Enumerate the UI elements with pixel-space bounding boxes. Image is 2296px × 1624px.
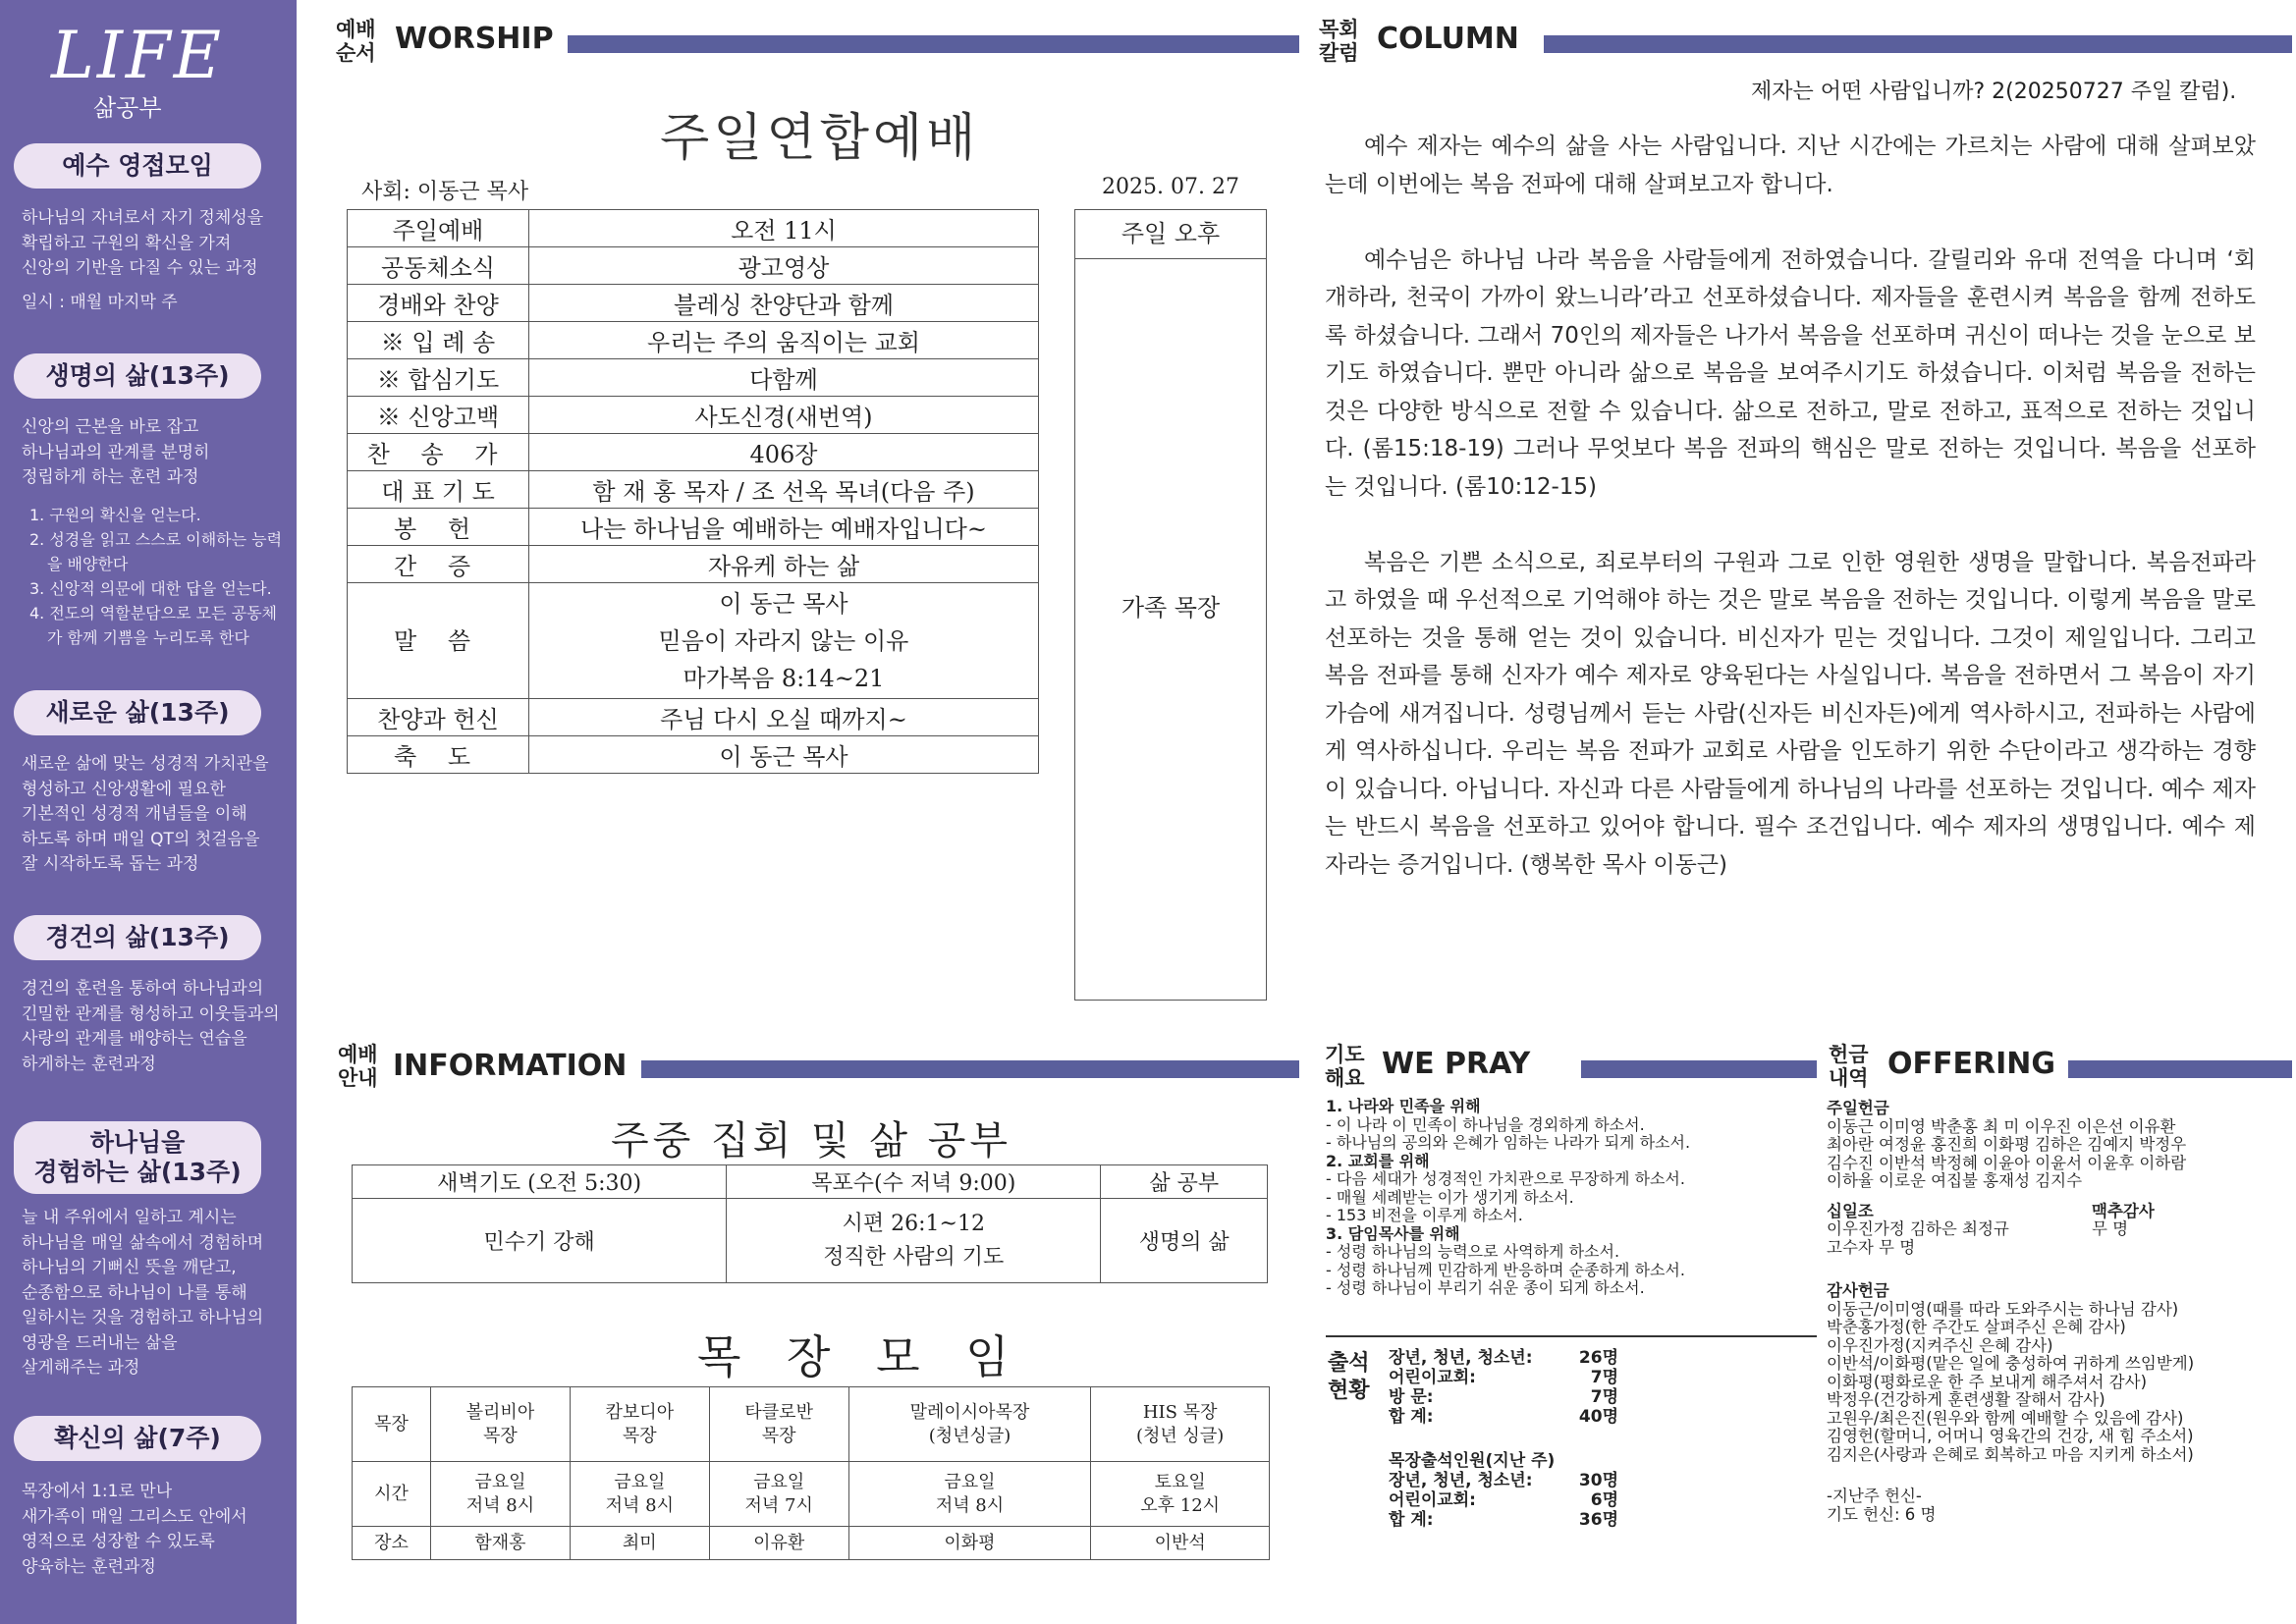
pray-heading: 3. 담임목사를 위해 (1326, 1223, 1460, 1243)
order-row: 주일예배 오전 11시 (348, 210, 1039, 247)
offering-small-label: 헌금 내역 (1829, 1043, 1869, 1090)
pray-item: - 성령 하나님이 부리기 쉬운 종이 되게 하소서. (1326, 1278, 1645, 1297)
column-paragraph: 복음은 기쁜 소식으로, 죄로부터의 구원과 그로 인한 영원한 생명을 말합니다. 복음전파라고 하였을 때 우선적으로 기억해야 하는 것은 말로 복음을 전하는 것입니다. 이렇게 복음을 말로 선포하는 것을 통해 얻는 것이 있습니다. 비신자가 믿는 것입니다. 그것이 제일입니다. 그리고 복음 전파를 통해 신자가 예수 제자로 양육된다는 사실입니다. 복음을 전하면서 그 복음이 자기 가슴에 새겨집니다. 성령님께서 듣는 사람(신자든 비신자든)에게 역사하시고, 전파하는 사람에게 역사하십니다. 우리는 복음 전파가 교회로 사람을 인도하기 위한 수단이라고 생각하는 경향이 있습니다. 아닙니다. 자신과 다른 사람들에게 하나님의 나라를 선포하는 것입니다. 예수 제자는 반드시 복음을 선포하고 있어야 합니다. 필수 조건입니다. 예수 제자의 생명입니다. 예수 제자라는 증거입니다. (행복한 목사 이동근) (1325, 549, 2256, 878)
attendance-label: 출석 현황 (1328, 1351, 1370, 1403)
column-paragraph: 예수님은 하나님 나라 복음을 사람들에게 전하였습니다. 갈릴리와 유대 전역을 다니며 ‘회개하라, 천국이 가까이 왔느니라’라고 선포하셨습니다. 제자들을 훈련시켜 복음을 함께 전하도록 하셨습니다. 그래서 70인의 제자들은 나가서 복음을 선포하며 귀신이 떠나는 것을 눈으로 보기도 하였습니다. 뿐만 아니라 삶으로 복음을 보여주시기도 하셨습니다. 이처럼 복음을 전하는 것은 다양한 방식으로 전할 수 있습니다. 삶으로 전하고, 말로 전하고, 표적으로 전하는 것입니다. (롬15:18-19) 그러나 무엇보다 복음 전파의 핵심은 말로 전하는 것입니다. 복음을 선포하는 것입니다. (롬10:12-15) (1325, 246, 2256, 500)
attendance-row: 어린이교회: 7명 (1389, 1368, 1618, 1387)
pray-item: - 성령 하나님께 민감하게 반응하며 순종하게 하소서. (1326, 1260, 1685, 1279)
pray-item: - 이 나라 이 민족이 하나님을 경외하게 하소서. (1326, 1114, 1645, 1134)
order-row: ※ 합심기도 다함께 (348, 359, 1039, 397)
order-row: 대 표 기 도 함 재 홍 목자 / 조 선옥 목녀(다음 주) (348, 471, 1039, 509)
attendance-list (1389, 1348, 1618, 1427)
s2-list: 1. 구원의 확신을 얻는다. 2. 성경을 읽고 스스로 이해하는 능력을 배양한다 3. 신앙적 의문에 대한 답을 얻는다. 4. 전도의 역할분담으로 모든 공동체가 함께 기쁨을 누리도록 한다 (29, 506, 283, 647)
s3-desc: 새로운 삶에 맞는 성경적 가치관을 형성하고 신앙생활에 필요한 기본적인 성경적 개념들을 이해 하도록 하며 매일 QT의 첫걸음을 잘 시작하도록 돕는 과정 (22, 754, 269, 874)
order-row: 공동체소식 광고영상 (348, 247, 1039, 285)
afternoon-head: 주일 오후 (1075, 210, 1266, 259)
weekly-table: 새벽기도 (오전 5:30) 목포수(수 저녁 9:00) 삶 공부 민수기 강해 시편 26:1~12 정직한 사람의 기도 생명의 삶 (352, 1164, 1268, 1283)
s2-desc: 신앙의 근본을 바로 잡고 하나님과의 관계를 분명히 정립하게 하는 훈련 과정 (22, 417, 210, 487)
order-row: 축 도 이 동근 목사 (348, 736, 1039, 774)
order-row: ※ 신앙고백 사도신경(새번역) (348, 397, 1039, 434)
order-row: 경배와 찬양 블레싱 찬양단과 함께 (348, 285, 1039, 322)
pray-item: - 다음 세대가 성경적인 가치관으로 무장하게 하소서. (1326, 1169, 1685, 1188)
offering-list: 주일헌금 이동근 이미영 박춘홍 최 미 이우진 이은선 이유환 최아란 여정윤 홍진희 이화평 김하은 김예지 박정우 김수진 이반석 박정혜 이윤아 이윤서 이윤후 이하람 이하율 이로운 여집불 홍재성 김지수 십일조 이우진가정 김하은 최정규 고수자 무 명 맥추감사 무 명 감사헌금 이동근/이미영(때를 따라 도와주시는 하나님 감사) 박춘홍가정(한 주간도 살펴주신 은혜 감사) 이우진가정(지켜주신 은혜 감사) 이반석/이화평(맡은 일에 충성하여 귀하게 쓰임받게) 이화평(평화로운 한 주 보내게 해주셔서 감사) 박정우(건강하게 훈련생활 잘해서 감사) 고원우/최은진(원우와 함께 예배할 수 있음에 감사) 김영헌(할머니, 어머니 영육간의 건강, 새 힘 주소서) 김지은(사랑과 은혜로 회복하고 마음 지키게 하소서) -지난주 헌신- 기도 헌신: 6 명 (1827, 1099, 2195, 1524)
column-body (1325, 128, 2256, 922)
divider (1326, 1335, 1817, 1337)
column-header: COLUMN (1377, 22, 1519, 56)
attendance-row: 합 계: 40명 (1389, 1407, 1618, 1427)
attendance-row: 합 계: 36명 (1389, 1510, 1618, 1530)
worship-header-bar (568, 35, 1299, 53)
s5-desc: 늘 내 주위에서 일하고 계시는 하나님을 매일 삶속에서 경험하며 하나님의 기뻐신 뜻을 깨닫고, 순종함으로 하나님이 나를 통해 일하시는 것을 경험하고 하나님의 영광을 드러내는 삶을 살게해주는 과정 (22, 1208, 264, 1378)
pill-s5: 하나님을 경험하는 삶(13주) (14, 1121, 261, 1194)
worship-order-table (347, 209, 1039, 774)
meeting-title: 목 장 모 임 (697, 1330, 1025, 1383)
worship-header: WORSHIP (395, 22, 554, 56)
info-header: INFORMATION (393, 1049, 628, 1083)
s6-desc: 목장에서 1:1로 만나 새가족이 매일 그리스도 안에서 영적으로 성장할 수 있도록 양육하는 훈련과정 (22, 1482, 247, 1577)
s4-desc: 경건의 훈련을 통하여 하나님과의 긴밀한 관계를 형성하고 이웃들과의 사랑의 관계를 배양하는 연습을 하게하는 훈련과정 (22, 979, 280, 1074)
column-header-bar (1544, 35, 2292, 53)
pray-header: WE PRAY (1382, 1047, 1531, 1081)
pray-heading: 1. 나라와 민족을 위해 (1326, 1097, 1481, 1115)
pill-s1: 예수 영접모임 (14, 143, 261, 189)
order-row: 찬양과 헌신 주님 다시 오실 때까지~ (348, 699, 1039, 736)
pill-s2: 생명의 삶(13주) (14, 353, 261, 399)
order-row: 간 증 자유케 하는 삶 (348, 546, 1039, 583)
column-title: 제자는 어떤 사람입니까? 2(20250727 주일 칼럼). (1751, 80, 2237, 104)
worship-leader: 사회: 이동근 목사 (361, 180, 529, 204)
pill-s4: 경건의 삶(13주) (14, 915, 261, 960)
order-row: 봉 헌 나는 하나님을 예배하는 예배자입니다~ (348, 509, 1039, 546)
life-subtitle: 삶공부 (93, 94, 162, 122)
attendance-row: 방 문: 7명 (1389, 1387, 1618, 1407)
order-row: 찬 송 가 406장 (348, 434, 1039, 471)
sermon-row: 말 씀 이 동근 목사 믿음이 자라지 않는 이유 마가복음 8:14~21 (348, 583, 1039, 699)
pray-small-label: 기도 해요 (1325, 1043, 1365, 1090)
pray-item: - 성령 하나님의 능력으로 사역하게 하소서. (1326, 1242, 1620, 1261)
offering-header: OFFERING (1887, 1047, 2055, 1081)
offering-header-bar (2068, 1060, 2292, 1078)
pray-header-bar (1581, 1060, 1817, 1078)
worship-date: 2025. 07. 27 (1102, 175, 1239, 199)
pray-heading: 2. 교회를 위해 (1326, 1151, 1430, 1170)
meeting-table: 목장 볼리비아 목장 캄보디아 목장 타클로반 목장 말레이시아목장 (청년싱글) HIS 목장 (청년 싱글) 시간 금요일 저녁 8시 금요일 저녁 8시 금요일 저녁 7시 금요일 저녁 8시 토요일 오후 12시 장소 함재홍 최미 이유환 이화평 이반석 (352, 1386, 1270, 1560)
s1-desc: 하나님의 자녀로서 자기 정체성을 확립하고 구원의 확신을 가져 신앙의 기반을 다질 수 있는 과정 일시 : 매월 마지막 주 (22, 208, 264, 312)
pray-item: - 매월 세례받는 이가 생기게 하소서. (1326, 1187, 1574, 1207)
pray-item: - 하나님의 공의와 은혜가 임하는 나라가 되게 하소서. (1326, 1133, 1691, 1152)
column-paragraph: 예수 제자는 예수의 삶을 사는 사람입니다. 지난 시간에는 가르치는 사람에 대해 살펴보았는데 이번에는 복음 전파에 대해 살펴보고자 합니다. (1325, 134, 2256, 197)
attendance-row: 장년, 청년, 청소년: 30명 (1389, 1471, 1618, 1490)
pray-list (1326, 1098, 1836, 1298)
life-title: LIFE (51, 18, 224, 93)
worship-title: 주일연합예배 (660, 109, 980, 168)
pill-s6: 확신의 삶(7주) (14, 1416, 261, 1461)
info-small-label: 예배 안내 (338, 1043, 378, 1090)
info-header-bar (641, 1060, 1299, 1078)
info-title: 주중 집회 및 삶 공부 (611, 1118, 1011, 1164)
cell-attendance: 목장출석인원(지난 주) 장년, 청년, 청소년: 30명 어린이교회: 6명 합 계: 36명 (1389, 1451, 1618, 1530)
pray-item: - 153 비전을 이루게 하소서. (1326, 1206, 1523, 1224)
order-row: ※ 입 례 송 우리는 주의 움직이는 교회 (348, 322, 1039, 359)
afternoon-body: 가족 목장 (1121, 594, 1221, 622)
attendance-row: 장년, 청년, 청소년: 26명 (1389, 1348, 1618, 1368)
afternoon-box (1074, 209, 1267, 1001)
sidebar (0, 0, 297, 1624)
pill-s3: 새로운 삶(13주) (14, 690, 261, 735)
column-small-label: 목회 칼럼 (1319, 18, 1359, 65)
attendance-row: 어린이교회: 6명 (1389, 1490, 1618, 1510)
worship-small-label: 예배 순서 (336, 18, 376, 65)
